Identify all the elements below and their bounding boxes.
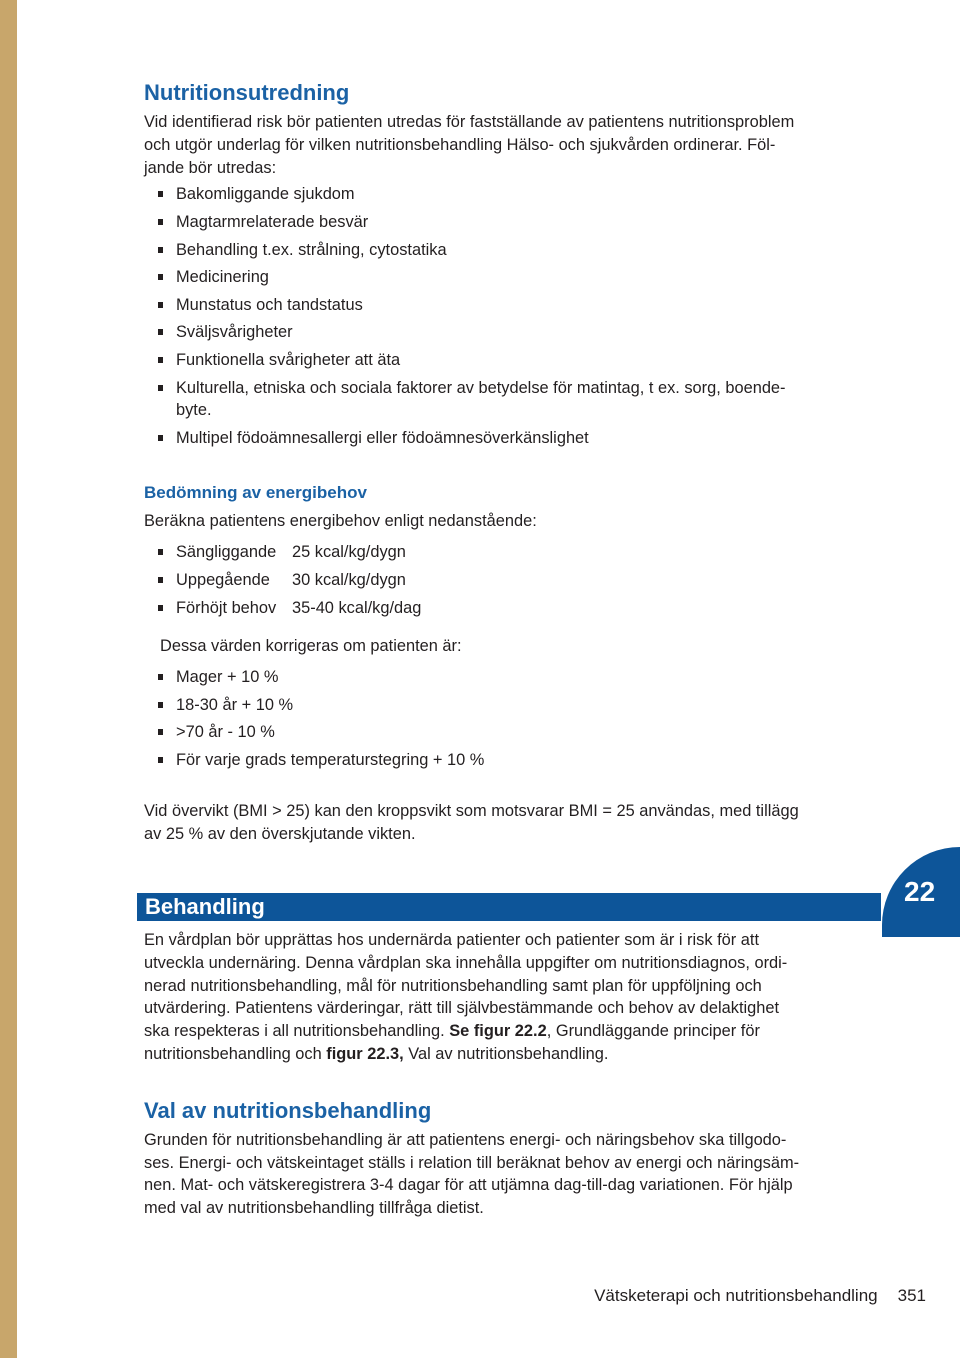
text-line: nen. Mat- och vätskeregistrera 3-4 dagar för att utjämna dag-till-dag variationen. För hjälp bbox=[144, 1176, 793, 1195]
text-line: ses. Energi- och vätskeintaget ställs i relation till beräknat behov av energi och näringsäm- bbox=[144, 1153, 800, 1172]
energy-row bbox=[144, 569, 884, 592]
intro-line: Vid identifierad risk bör patienten utredas för fastställande av patientens nutritionsproblem bbox=[144, 113, 795, 131]
list-item: 18-30 år + 10 % bbox=[144, 694, 884, 717]
list-item: Behandling t.ex. strålning, cytostatika bbox=[144, 239, 884, 262]
text-line: nerad nutritionsbehandling, mål för nutritionsbehandling samt plan för uppföljning och bbox=[144, 976, 762, 995]
text-segment: ska respekteras i all nutritionsbehandling. bbox=[144, 1022, 450, 1041]
heading-behandling: Behandling bbox=[145, 894, 265, 919]
list-item: >70 år - 10 % bbox=[144, 721, 884, 744]
figure-ref: Se figur 22.2 bbox=[449, 1022, 547, 1041]
list-item: Funktionella svårigheter att äta bbox=[144, 349, 884, 372]
intro-paragraph bbox=[144, 111, 884, 179]
overweight-paragraph bbox=[144, 800, 884, 846]
text-line: utveckla undernäring. Denna vårdplan ska innehålla uppgifter om nutritionsdiagnos, ordi- bbox=[144, 953, 788, 972]
list-item: Mager + 10 % bbox=[144, 666, 884, 689]
list-item: Bakomliggande sjukdom bbox=[144, 183, 884, 206]
text-segment: , Grundläggande principer för bbox=[546, 1022, 760, 1041]
correction-list bbox=[144, 666, 884, 772]
list-item: Sväljsvårigheter bbox=[144, 321, 884, 344]
text-line: med val av nutritionsbehandling tillfråga dietist. bbox=[144, 1199, 484, 1218]
text-segment: Val av nutritionsbehandling. bbox=[403, 1044, 609, 1063]
energy-label: Förhöjt behov bbox=[176, 598, 277, 617]
text-line: Vid övervikt (BMI > 25) kan den kroppsvikt som motsvarar BMI = 25 användas, med tillägg bbox=[144, 802, 799, 821]
chapter-tab bbox=[882, 847, 960, 937]
heading-energibehov: Bedömning av energibehov bbox=[144, 482, 367, 502]
page-content bbox=[144, 78, 884, 846]
energy-value: 30 kcal/kg/dygn bbox=[292, 570, 406, 589]
assessment-list bbox=[144, 183, 884, 449]
chapter-number: 22 bbox=[904, 876, 936, 907]
list-item bbox=[144, 377, 884, 423]
text-segment: nutritionsbehandling och bbox=[144, 1044, 327, 1063]
behandling-body bbox=[144, 929, 884, 1220]
energy-row bbox=[144, 541, 884, 564]
correction-intro: Dessa värden korrigeras om patienten är: bbox=[160, 637, 462, 656]
text-line: En vårdplan bör upprättas hos undernärda patienter och patienter som är i risk för att bbox=[144, 931, 759, 949]
energy-value: 25 kcal/kg/dygn bbox=[292, 543, 406, 562]
energy-list bbox=[144, 541, 884, 619]
energy-intro: Beräkna patientens energibehov enligt nedanstående: bbox=[144, 511, 537, 530]
heading-val-av-nutritionsbehandling: Val av nutritionsbehandling bbox=[144, 1097, 432, 1123]
section-band-behandling bbox=[137, 893, 881, 921]
list-item-line: Kulturella, etniska och sociala faktorer av betydelse för matintag, t ex. sorg, boende- bbox=[176, 378, 786, 397]
figure-ref: figur 22.3, bbox=[326, 1044, 404, 1063]
list-item: Munstatus och tandstatus bbox=[144, 294, 884, 317]
heading-nutritionsutredning: Nutritionsutredning bbox=[144, 80, 350, 105]
energy-label: Sängliggande bbox=[176, 543, 277, 562]
text-line: utvärdering. Patientens värderingar, rätt till självbestämmande och behov av delaktighet bbox=[144, 999, 780, 1018]
energy-value: 35-40 kcal/kg/dag bbox=[292, 598, 422, 617]
page-footer bbox=[594, 1285, 926, 1307]
text-line: av 25 % av den överskjutande vikten. bbox=[144, 825, 416, 844]
behandling-paragraph bbox=[144, 929, 884, 1066]
list-item: Magtarmrelaterade besvär bbox=[144, 211, 884, 234]
energy-label: Uppegående bbox=[176, 570, 270, 589]
val-paragraph bbox=[144, 1129, 884, 1220]
list-item: För varje grads temperaturstegring + 10 % bbox=[144, 749, 884, 772]
intro-line: jande bör utredas: bbox=[144, 158, 277, 177]
text-line: Grunden för nutritionsbehandling är att patientens energi- och näringsbehov ska tillgodo- bbox=[144, 1130, 787, 1149]
running-title: Vätsketerapi och nutritionsbehandling bbox=[594, 1286, 878, 1305]
side-stripe bbox=[0, 0, 17, 1358]
list-item-line: byte. bbox=[176, 401, 212, 420]
intro-line: och utgör underlag för vilken nutritionsbehandling Hälso- och sjukvården ordinerar. Föl- bbox=[144, 135, 776, 154]
page-number: 351 bbox=[897, 1286, 926, 1305]
list-item: Multipel födoämnesallergi eller födoämnesöverkänslighet bbox=[144, 427, 884, 450]
list-item: Medicinering bbox=[144, 266, 884, 289]
energy-row bbox=[144, 597, 884, 620]
